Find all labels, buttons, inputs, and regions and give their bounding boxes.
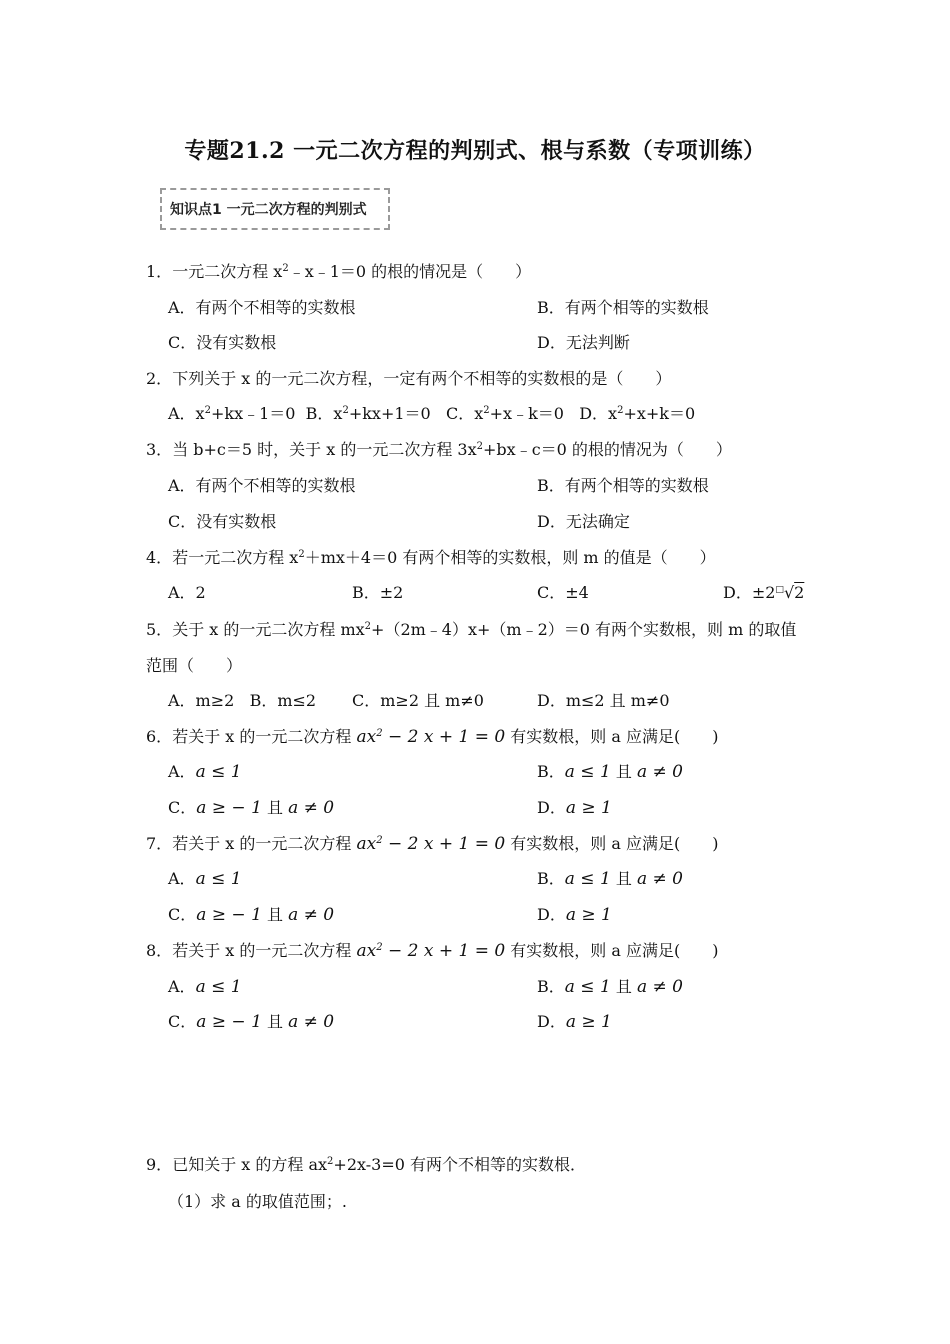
option-text: B．x — [305, 404, 343, 423]
question-number: 5． — [146, 620, 173, 639]
question-number: 4． — [146, 548, 173, 567]
page-title: 专题21.2 一元二次方程的判别式、根与系数（专项训练） — [184, 138, 766, 164]
question-5 — [146, 620, 796, 640]
option-label: C． — [168, 905, 197, 924]
equation-term: ax — [356, 727, 377, 747]
option-b — [306, 404, 431, 423]
question-text: ＋mx＋4＝0 有两个相等的实数根，则 m 的值是（ ） — [304, 548, 716, 567]
superscript: 2 — [376, 942, 383, 953]
option-math: a ≥ − 1 — [196, 905, 262, 925]
option-text: 且 — [261, 1012, 289, 1031]
option-math: a ≤ 1 — [564, 762, 611, 782]
option-math: a ≠ 0 — [288, 798, 335, 818]
option-math: a ≥ 1 — [565, 905, 612, 925]
option-text: +x+k＝0 — [623, 404, 696, 423]
option-a: A．2 — [168, 583, 206, 602]
superscript: 2 — [376, 728, 383, 739]
root-index: □ — [775, 585, 784, 595]
option-text: C．x — [445, 404, 484, 423]
option-label: B． — [537, 977, 565, 996]
option-label: A． — [168, 762, 196, 781]
option-c — [168, 1012, 334, 1032]
option-text: 且 — [610, 977, 637, 996]
option-math: a ≥ − 1 — [196, 798, 262, 818]
question-number: 8． — [146, 941, 173, 960]
radical-expression — [775, 583, 804, 603]
equation-term: ax — [356, 834, 377, 854]
question-number: 1． — [146, 262, 173, 281]
question-9 — [146, 1155, 586, 1175]
option-label: B． — [537, 762, 565, 781]
option-label: B． — [537, 869, 565, 888]
question-text: 若关于 x 的一元二次方程 — [172, 834, 357, 853]
equation — [356, 727, 505, 747]
question-text: +（2m﹣4）x+（m﹣2）＝0 有两个实数根，则 m 的取值 — [371, 620, 797, 639]
option-d: D．无法确定 — [537, 512, 630, 531]
equation — [356, 941, 505, 961]
option-b — [537, 762, 683, 782]
option-a — [168, 762, 242, 782]
option-math: a ≥ 1 — [565, 1012, 612, 1032]
superscript: 2 — [376, 835, 383, 846]
option-d — [537, 798, 612, 818]
question-text: 若关于 x 的一元二次方程 — [172, 727, 357, 746]
option-d: D．无法判断 — [537, 333, 630, 352]
superscript: 2 — [204, 405, 211, 416]
option-label: D． — [537, 798, 566, 817]
option-math: a ≤ 1 — [195, 869, 242, 889]
option-text: +kx﹣1＝0 — [210, 404, 296, 423]
option-math: a ≠ 0 — [636, 762, 683, 782]
question-1 — [146, 262, 531, 282]
section-heading-box — [160, 188, 390, 230]
question-5-continuation: 范围（ ） — [146, 656, 243, 675]
option-d: D．m≤2 且 m≠0 — [537, 691, 670, 710]
option-math: a ≠ 0 — [636, 869, 683, 889]
option-b: B．m≤2 — [249, 691, 317, 710]
superscript: 2 — [327, 1156, 334, 1167]
option-c — [168, 905, 334, 925]
question-number: 6． — [146, 727, 173, 746]
option-math: a ≤ 1 — [564, 869, 611, 889]
option-math: a ≥ 1 — [565, 798, 612, 818]
option-a: A．有两个不相等的实数根 — [168, 298, 356, 317]
question-text: 一元二次方程 x — [172, 262, 283, 281]
equation-term: − 2 x + 1 = 0 — [382, 941, 506, 961]
equation-term: − 2 x + 1 = 0 — [382, 727, 506, 747]
option-text: A．x — [168, 404, 205, 423]
question-2 — [146, 369, 671, 389]
option-b: B．±2 — [352, 583, 404, 602]
question-text: 若一元二次方程 x — [172, 548, 299, 567]
option-math: a ≠ 0 — [288, 905, 335, 925]
equation — [356, 834, 505, 854]
option-c — [168, 798, 334, 818]
option-a: A．有两个不相等的实数根 — [168, 476, 356, 495]
option-c: C．没有实数根 — [168, 333, 277, 352]
option-text: 且 — [261, 798, 289, 817]
question-text: 有实数根，则 a 应满足( ) — [505, 941, 719, 960]
option-label: A． — [168, 869, 196, 888]
question-text: 下列关于 x 的一元二次方程，一定有两个不相等的实数根的是（ ） — [172, 369, 672, 388]
option-label: C． — [168, 798, 197, 817]
option-d — [579, 404, 695, 423]
question-number: 3． — [146, 440, 173, 459]
option-b — [537, 977, 683, 997]
radicand: 2 — [794, 583, 805, 602]
radical-sign: √ — [783, 583, 795, 602]
option-b — [537, 869, 683, 889]
question-6 — [146, 727, 719, 747]
option-math: a ≤ 1 — [195, 977, 242, 997]
option-c — [446, 404, 564, 423]
option-math: a ≤ 1 — [195, 762, 242, 782]
question-text: 有实数根，则 a 应满足( ) — [505, 834, 719, 853]
question-text: +bx﹣c＝0 的根的情况为（ ） — [483, 440, 732, 459]
option-c: C．没有实数根 — [168, 512, 277, 531]
superscript: 2 — [364, 621, 372, 632]
question-text: 已知关于 x 的方程 ax — [172, 1155, 328, 1174]
question-number: 7． — [146, 834, 173, 853]
option-text: 且 — [610, 762, 637, 781]
option-math: a ≥ − 1 — [196, 1012, 262, 1032]
superscript: 2 — [342, 405, 349, 416]
option-b: B．有两个相等的实数根 — [537, 298, 709, 317]
option-math: a ≤ 1 — [564, 977, 611, 997]
option-math: a ≠ 0 — [636, 977, 683, 997]
question-text: +2x-3=0 有两个不相等的实数根． — [333, 1155, 587, 1174]
option-text: +x﹣k＝0 — [489, 404, 564, 423]
question-7 — [146, 834, 719, 854]
option-d — [537, 905, 612, 925]
question-8 — [146, 941, 719, 961]
option-a — [168, 404, 295, 423]
question-text: ﹣x﹣1＝0 的根的情况是（ ） — [288, 262, 532, 281]
option-text: 且 — [261, 905, 289, 924]
option-text: D．±2 — [723, 583, 776, 602]
options-row — [168, 691, 316, 711]
option-math: a ≠ 0 — [288, 1012, 335, 1032]
option-d — [723, 583, 804, 603]
option-c: C．m≥2 且 m≠0 — [352, 691, 484, 710]
superscript: 2 — [617, 405, 624, 416]
question-text: 当 b+c＝5 时，关于 x 的一元二次方程 3x — [172, 440, 477, 459]
options-row — [168, 404, 695, 424]
superscript: 2 — [282, 263, 289, 274]
option-c: C．±4 — [537, 583, 589, 602]
option-a — [168, 869, 242, 889]
superscript: 2 — [476, 441, 484, 452]
option-text: D．x — [579, 404, 618, 423]
option-text: 且 — [610, 869, 637, 888]
superscript: 2 — [298, 549, 305, 560]
equation-term: ax — [356, 941, 377, 961]
option-label: D． — [537, 1012, 566, 1031]
option-d — [537, 1012, 612, 1032]
option-label: A． — [168, 977, 196, 996]
section-heading: 知识点1 一元二次方程的判别式 — [170, 202, 367, 218]
option-a — [168, 977, 242, 997]
question-text: 有实数根，则 a 应满足( ) — [505, 727, 719, 746]
equation-term: − 2 x + 1 = 0 — [382, 834, 506, 854]
option-text: +kx+1＝0 — [348, 404, 431, 423]
superscript: 2 — [483, 405, 490, 416]
question-number: 2． — [146, 369, 173, 388]
question-4 — [146, 548, 716, 568]
option-label: D． — [537, 905, 566, 924]
option-a: A．m≥2 — [168, 691, 235, 710]
question-number: 9． — [146, 1155, 173, 1174]
question-text: 关于 x 的一元二次方程 mx — [172, 620, 365, 639]
option-b: B．有两个相等的实数根 — [537, 476, 709, 495]
question-3 — [146, 440, 732, 460]
sub-question-1: （1）求 a 的取值范围；. — [168, 1192, 347, 1211]
question-text: 若关于 x 的一元二次方程 — [172, 941, 357, 960]
option-label: C． — [168, 1012, 197, 1031]
